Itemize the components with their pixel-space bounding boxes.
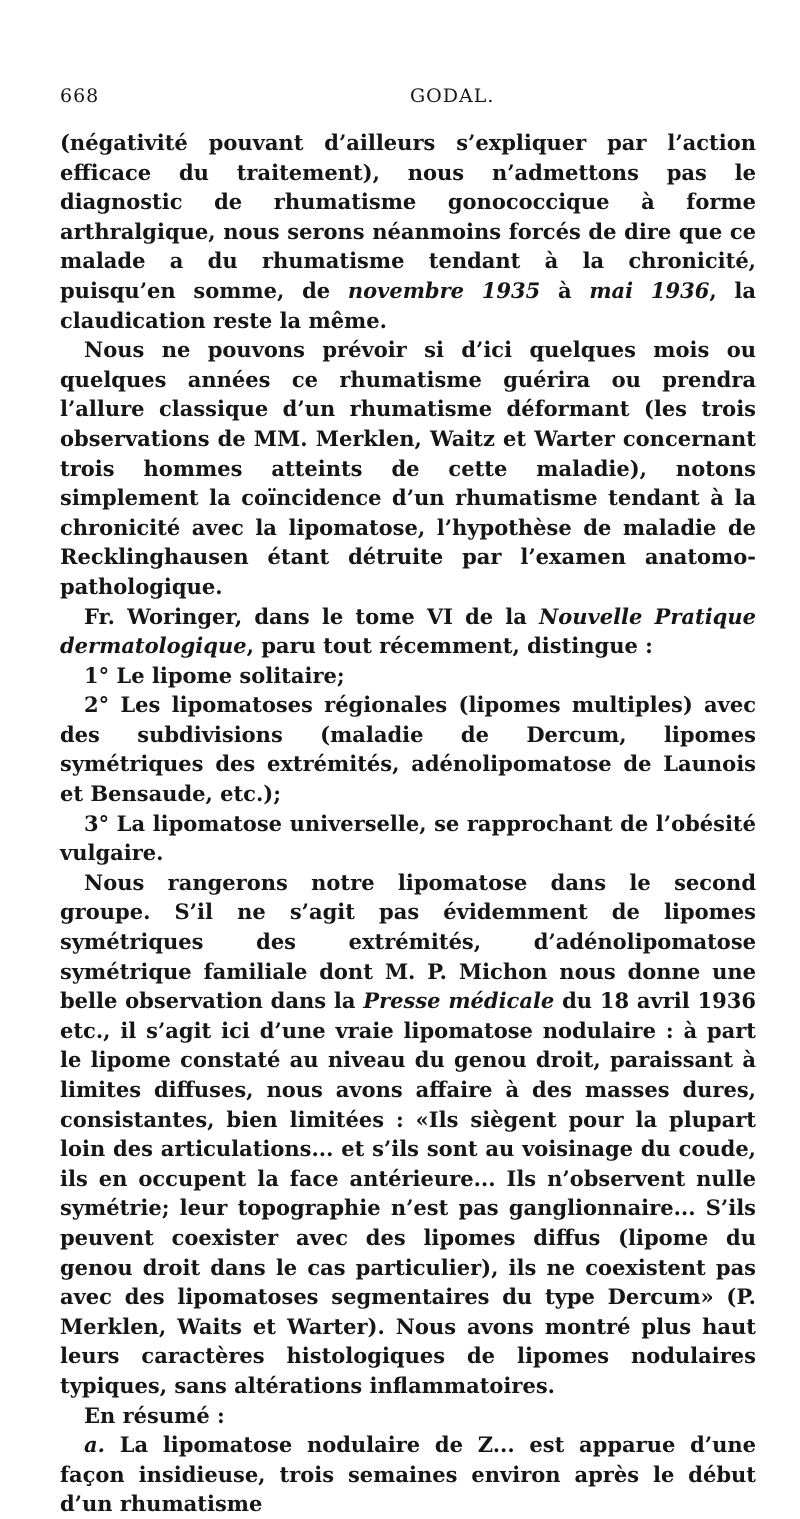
paragraph-6: a. La lipomatose nodulaire de Z... est apparue d’une façon insidieuse, trois semaines environ après le début d’un rhumatisme	[60, 1432, 756, 1517]
page-number: 668	[60, 85, 100, 107]
paragraph-3: Fr. Woringer, dans le tome VI de la Nouvelle Pratique dermatologique, paru tout récemment, distingue :	[60, 603, 756, 659]
list-item-1: 1° Le lipome solitaire;	[84, 662, 345, 688]
paragraph-1: (négativité pouvant d’ailleurs s’expliquer par l’action efficace du traitement), nous n’admettons pas le diagnostic de rhumatisme gonococcique à forme arthralgique, nous serons néanmoins forcés de dire que ce malade a du rhumatisme tendant à la chronicité, puisqu’en somme, de novembre 1935 à mai 1936, la claudication reste la même.	[60, 130, 756, 333]
work-title: Nouvelle Pratique dermatologique	[60, 603, 756, 659]
item-label: a.	[84, 1432, 105, 1458]
journal-title: Presse médicale	[363, 988, 555, 1014]
date-may-1936: mai 1936	[589, 277, 710, 303]
running-title: GODAL.	[410, 85, 495, 107]
paragraph-4: Nous rangerons notre lipomatose dans le second groupe. S’il ne s’agit pas évidemment de lipomes symétriques des extrémités, d’adénolipomatose symétrique familiale dont M. P. Michon nous donne une belle observation dans la Presse médicale du 18 avril 1936 etc., il s’agit ici d’une vraie lipomatose nodulaire : à part le lipome constaté au niveau du genou droit, paraissant à limites diffuses, nous avons affaire à des masses dures, consistantes, bien limitées : «Ils siègent pour la plupart loin des articulations... et s’ils sont au voisinage du coude, ils en occupent la face antérieure... Ils n’observent nulle symétrie; leur topographie n’est pas ganglionnaire... S’ils peuvent coexister avec des lipomes diffus (lipome du genou droit dans le cas particulier), ils ne coexistent pas avec des lipomatoses segmentaires du type Dercum» (P. Merklen, Waits et Warter). Nous avons montré plus haut leurs caractères histologiques de lipomes nodulaires typiques, sans altérations inflammatoires.	[60, 869, 756, 1398]
page-header	[60, 85, 760, 113]
list-item-3: 3° La lipomatose universelle, se rapprochant de l’obésité vulgaire.	[60, 810, 756, 866]
list-item-2: 2° Les lipomatoses régionales (lipomes multiples) avec des subdivisions (maladie de Dercum, lipomes symétriques des extrémités, adénolipomatose de Launois et Bensaude, etc.);	[60, 692, 756, 807]
paragraph-5: En résumé :	[84, 1402, 225, 1428]
body-text	[60, 128, 756, 1519]
paragraph-2: Nous ne pouvons prévoir si d’ici quelques mois ou quelques années ce rhumatisme guérira ou prendra l’allure classique d’un rhumatisme déformant (les trois observations de MM. Merklen, Waitz et Warter concernant trois hommes atteints de cette maladie), notons simplement la coïncidence d’un rhumatisme tendant à la chronicité avec la lipomatose, l’hypothèse de maladie de Recklinghausen étant détruite par l’examen anatomo-pathologique.	[60, 337, 756, 599]
date-november-1935: novembre 1935	[347, 277, 541, 303]
